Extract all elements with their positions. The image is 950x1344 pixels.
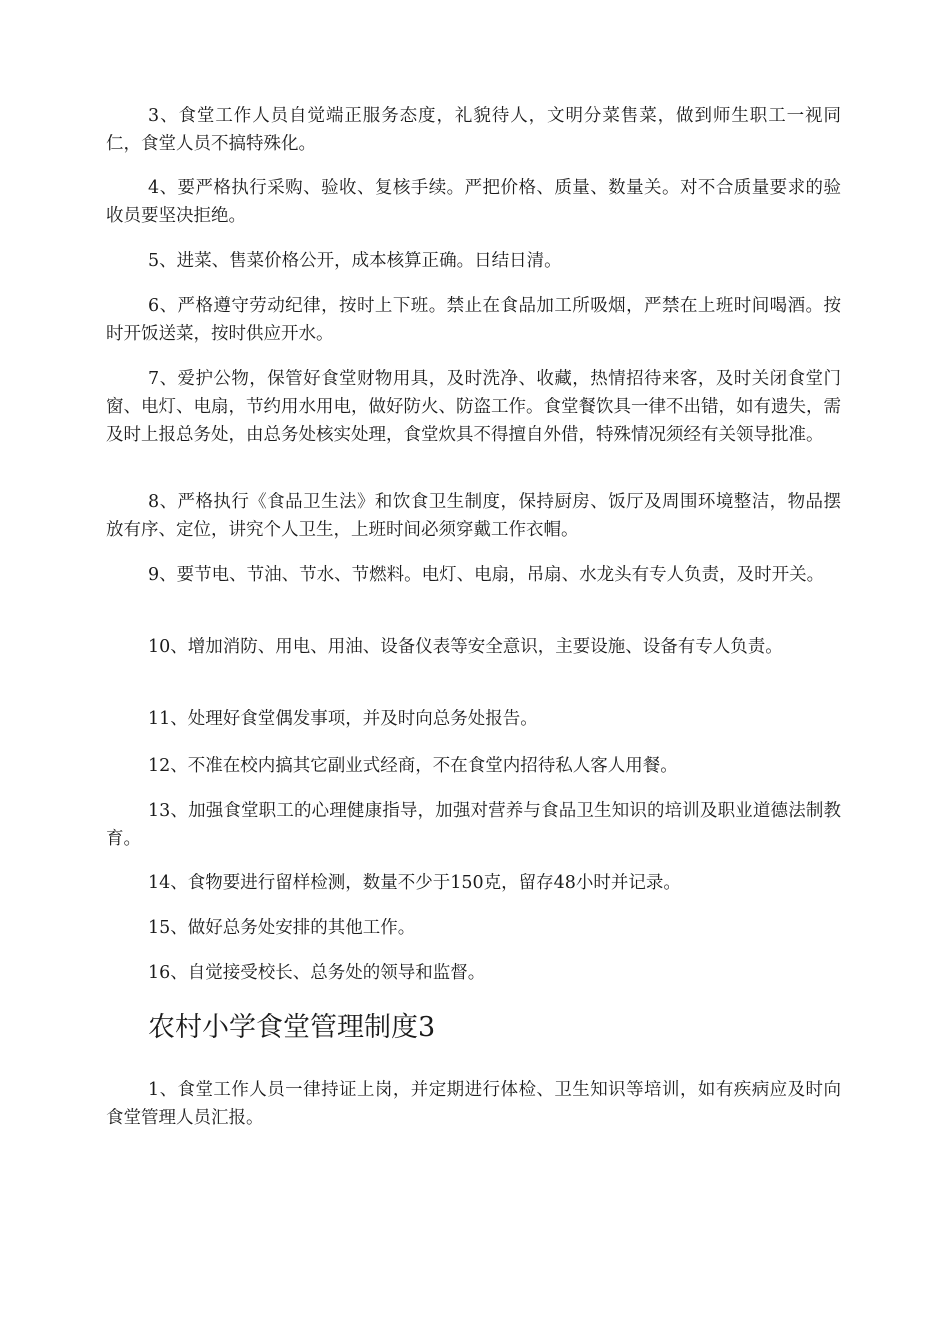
- paragraph-item-5: 5、进菜、售菜价格公开，成本核算正确。日结日清。: [148, 251, 562, 271]
- paragraph-item-14: 14、食物要进行留样检测，数量不少于150克，留存48小时并记录。: [148, 873, 681, 893]
- paragraph-item-12: 12、不准在校内搞其它副业式经商，不在食堂内招待私人客人用餐。: [148, 756, 678, 776]
- paragraph-item-6: 6、严格遵守劳动纪律，按时上下班。禁止在食品加工所吸烟，严禁在上班时间喝酒。按时开饭送菜，按时供应开水。: [106, 296, 841, 344]
- paragraph-item-3: 3、食堂工作人员自觉端正服务态度，礼貌待人，文明分菜售菜，做到师生职工一视同仁，食堂人员不搞特殊化。: [106, 106, 841, 154]
- paragraph-section3-item-1: 1、食堂工作人员一律持证上岗，并定期进行体检、卫生知识等培训，如有疾病应及时向食堂管理人员汇报。: [106, 1080, 841, 1128]
- paragraph-item-9: 9、要节电、节油、节水、节燃料。电灯、电扇，吊扇、水龙头有专人负责，及时开关。: [148, 565, 825, 585]
- section-heading: 农村小学食堂管理制度3: [148, 1012, 436, 1043]
- paragraph-item-11: 11、处理好食堂偶发事项，并及时向总务处报告。: [148, 709, 538, 729]
- paragraph-item-13: 13、加强食堂职工的心理健康指导，加强对营养与食品卫生知识的培训及职业道德法制教育。: [106, 801, 841, 849]
- paragraph-item-7: 7、爱护公物，保管好食堂财物用具，及时洗净、收藏，热情招待来客，及时关闭食堂门窗、电灯、电扇，节约用水用电，做好防火、防盗工作。食堂餐饮具一律不出错，如有遗失，需及时上报总务处，由总务处核实处理，食堂炊具不得擅自外借，特殊情况须经有关领导批准。: [106, 369, 841, 445]
- paragraph-item-4: 4、要严格执行采购、验收、复核手续。严把价格、质量、数量关。对不合质量要求的验收员要坚决拒绝。: [106, 178, 841, 226]
- paragraph-item-8: 8、严格执行《食品卫生法》和饮食卫生制度，保持厨房、饭厅及周围环境整洁，物品摆放有序、定位，讲究个人卫生，上班时间必须穿戴工作衣帽。: [106, 492, 841, 540]
- paragraph-item-15: 15、做好总务处安排的其他工作。: [148, 918, 416, 938]
- paragraph-item-16: 16、自觉接受校长、总务处的领导和监督。: [148, 963, 486, 983]
- paragraph-item-10: 10、增加消防、用电、用油、设备仪表等安全意识，主要设施、设备有专人负责。: [148, 637, 783, 657]
